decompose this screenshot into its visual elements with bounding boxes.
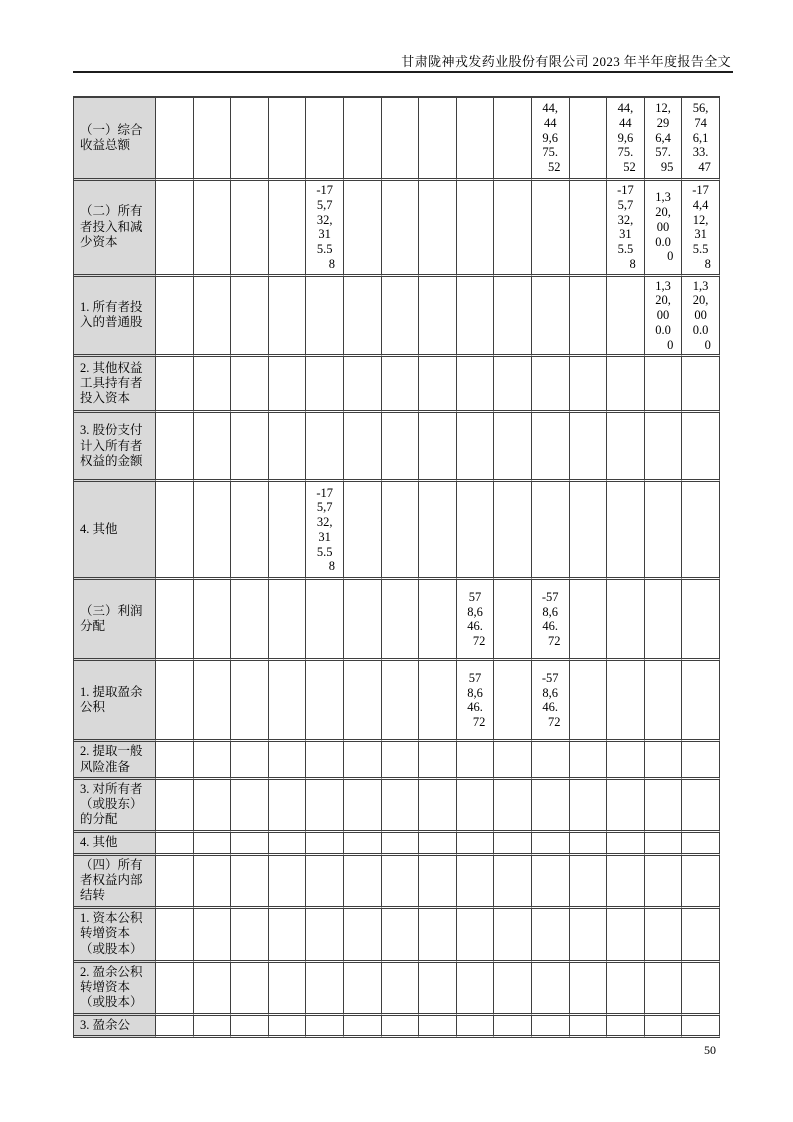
value-cell <box>231 963 269 1016</box>
value-cell <box>344 181 382 277</box>
value-cell <box>344 98 382 181</box>
value-cell: 1,320,000.00 <box>682 277 720 358</box>
value-cell: 44,449,675.52 <box>532 98 570 181</box>
value-cell <box>156 482 194 580</box>
value-cell <box>344 856 382 909</box>
value-cell <box>532 963 570 1016</box>
value-cell <box>344 482 382 580</box>
value-cell <box>269 277 307 358</box>
table-row <box>74 181 720 277</box>
value-cell <box>607 1016 645 1038</box>
value-cell <box>419 580 457 661</box>
value-cell <box>344 661 382 742</box>
value-cell <box>645 357 683 413</box>
value-cell <box>532 856 570 909</box>
value-cell <box>231 357 269 413</box>
table-row <box>74 1016 720 1038</box>
value-cell <box>682 482 720 580</box>
value-cell <box>194 98 232 181</box>
value-cell <box>156 963 194 1016</box>
value-cell <box>419 661 457 742</box>
value-cell <box>194 413 232 482</box>
value-cell <box>682 963 720 1016</box>
value-cell <box>532 357 570 413</box>
value-cell <box>419 909 457 963</box>
value-cell <box>231 909 269 963</box>
value-cell <box>382 482 420 580</box>
value-cell <box>682 742 720 780</box>
value-cell <box>645 963 683 1016</box>
value-cell <box>419 98 457 181</box>
value-cell <box>682 833 720 856</box>
row-label-cell: 2. 提取一般风险准备 <box>74 742 156 780</box>
value-cell <box>570 98 608 181</box>
value-cell <box>682 1016 720 1038</box>
value-cell: 578,646.72 <box>457 580 495 661</box>
table-row <box>74 98 720 181</box>
row-label-cell: 3. 对所有者（或股东）的分配 <box>74 780 156 833</box>
value-cell <box>570 580 608 661</box>
value-cell <box>607 963 645 1016</box>
value-cell: -578,646.72 <box>532 580 570 661</box>
value-cell <box>156 856 194 909</box>
value-cell <box>156 780 194 833</box>
value-cell <box>269 482 307 580</box>
value-cell <box>156 98 194 181</box>
value-cell <box>269 357 307 413</box>
value-cell <box>457 277 495 358</box>
value-cell <box>494 856 532 909</box>
value-cell <box>682 580 720 661</box>
value-cell <box>344 277 382 358</box>
value-cell <box>194 780 232 833</box>
value-cell <box>156 357 194 413</box>
value-cell <box>419 413 457 482</box>
value-cell <box>494 277 532 358</box>
value-cell <box>494 909 532 963</box>
value-cell <box>457 856 495 909</box>
value-cell <box>382 742 420 780</box>
value-cell <box>419 833 457 856</box>
value-cell <box>156 181 194 277</box>
value-cell <box>494 98 532 181</box>
value-cell <box>194 181 232 277</box>
value-cell <box>682 661 720 742</box>
value-cell <box>306 909 344 963</box>
value-cell <box>306 1016 344 1038</box>
value-cell <box>344 357 382 413</box>
table-row <box>74 909 720 963</box>
value-cell <box>231 482 269 580</box>
value-cell <box>682 856 720 909</box>
value-cell <box>344 833 382 856</box>
value-cell <box>457 909 495 963</box>
value-cell <box>156 742 194 780</box>
value-cell <box>269 833 307 856</box>
value-cell <box>306 98 344 181</box>
value-cell <box>269 1016 307 1038</box>
value-cell <box>382 833 420 856</box>
value-cell <box>645 661 683 742</box>
value-cell <box>457 963 495 1016</box>
value-cell <box>532 1016 570 1038</box>
value-cell <box>532 909 570 963</box>
row-label-cell: （二）所有者投入和减少资本 <box>74 181 156 277</box>
value-cell <box>570 357 608 413</box>
value-cell: -175,732,315.58 <box>306 181 344 277</box>
value-cell <box>494 661 532 742</box>
value-cell <box>570 661 608 742</box>
value-cell <box>231 277 269 358</box>
value-cell <box>382 413 420 482</box>
value-cell <box>645 413 683 482</box>
value-cell: 1,320,000.00 <box>645 277 683 358</box>
table-row <box>74 413 720 482</box>
value-cell <box>269 580 307 661</box>
row-label-cell: （三）利润分配 <box>74 580 156 661</box>
value-cell <box>645 909 683 963</box>
value-cell <box>306 780 344 833</box>
value-cell <box>194 909 232 963</box>
value-cell <box>457 482 495 580</box>
value-cell <box>382 963 420 1016</box>
value-cell <box>457 357 495 413</box>
table-row <box>74 856 720 909</box>
value-cell <box>344 742 382 780</box>
value-cell <box>494 482 532 580</box>
row-label-cell: 4. 其他 <box>74 833 156 856</box>
value-cell <box>156 580 194 661</box>
value-cell <box>269 742 307 780</box>
value-cell <box>532 181 570 277</box>
value-cell <box>269 909 307 963</box>
value-cell <box>607 780 645 833</box>
value-cell <box>306 963 344 1016</box>
value-cell <box>194 1016 232 1038</box>
value-cell: -175,732,315.58 <box>607 181 645 277</box>
table-row <box>74 661 720 742</box>
row-label-cell: 1. 所有者投入的普通股 <box>74 277 156 358</box>
value-cell <box>194 357 232 413</box>
value-cell <box>306 413 344 482</box>
value-cell <box>382 661 420 742</box>
row-label-cell: 1. 资本公积转增资本（或股本） <box>74 909 156 963</box>
header-rule <box>73 71 733 73</box>
value-cell <box>645 580 683 661</box>
value-cell: -174,412,315.58 <box>682 181 720 277</box>
value-cell <box>382 909 420 963</box>
value-cell <box>682 357 720 413</box>
value-cell <box>306 833 344 856</box>
table-row <box>74 742 720 780</box>
value-cell <box>570 482 608 580</box>
value-cell <box>570 181 608 277</box>
value-cell <box>607 909 645 963</box>
row-label-cell: （四）所有者权益内部结转 <box>74 856 156 909</box>
value-cell <box>419 963 457 1016</box>
value-cell: -578,646.72 <box>532 661 570 742</box>
value-cell <box>269 181 307 277</box>
value-cell: 1,320,000.00 <box>645 181 683 277</box>
value-cell <box>269 856 307 909</box>
value-cell <box>231 1016 269 1038</box>
value-cell <box>382 856 420 909</box>
row-label-cell: 3. 盈余公 <box>74 1016 156 1038</box>
value-cell <box>494 742 532 780</box>
value-cell <box>156 413 194 482</box>
value-cell <box>419 482 457 580</box>
value-cell: 44,449,675.52 <box>607 98 645 181</box>
value-cell <box>194 277 232 358</box>
value-cell <box>570 963 608 1016</box>
value-cell <box>306 580 344 661</box>
value-cell <box>494 357 532 413</box>
value-cell <box>382 580 420 661</box>
value-cell <box>645 742 683 780</box>
value-cell <box>457 780 495 833</box>
value-cell <box>532 833 570 856</box>
value-cell <box>494 1016 532 1038</box>
value-cell <box>194 742 232 780</box>
value-cell <box>607 833 645 856</box>
value-cell <box>306 856 344 909</box>
value-cell <box>419 856 457 909</box>
row-label-cell: 2. 其他权益工具持有者投入资本 <box>74 357 156 413</box>
table-row <box>74 963 720 1016</box>
value-cell <box>457 742 495 780</box>
value-cell <box>607 482 645 580</box>
page-number: 50 <box>704 1043 716 1057</box>
value-cell <box>494 580 532 661</box>
value-cell <box>570 780 608 833</box>
value-cell <box>306 277 344 358</box>
equity-change-table <box>73 96 720 1038</box>
value-cell <box>494 413 532 482</box>
table-row <box>74 357 720 413</box>
table-row <box>74 277 720 358</box>
value-cell <box>156 661 194 742</box>
value-cell <box>532 482 570 580</box>
value-cell <box>306 742 344 780</box>
value-cell <box>457 98 495 181</box>
value-cell <box>269 780 307 833</box>
value-cell <box>231 181 269 277</box>
value-cell <box>570 909 608 963</box>
value-cell <box>231 856 269 909</box>
value-cell <box>156 833 194 856</box>
value-cell <box>231 580 269 661</box>
value-cell <box>457 181 495 277</box>
value-cell <box>194 661 232 742</box>
value-cell <box>607 357 645 413</box>
value-cell <box>494 833 532 856</box>
value-cell <box>570 413 608 482</box>
value-cell <box>344 780 382 833</box>
value-cell <box>194 482 232 580</box>
value-cell <box>494 963 532 1016</box>
value-cell <box>607 661 645 742</box>
value-cell <box>156 909 194 963</box>
value-cell <box>645 780 683 833</box>
value-cell <box>344 909 382 963</box>
value-cell <box>382 277 420 358</box>
value-cell <box>194 963 232 1016</box>
table-row <box>74 780 720 833</box>
value-cell: 578,646.72 <box>457 661 495 742</box>
value-cell: -175,732,315.58 <box>306 482 344 580</box>
value-cell <box>457 413 495 482</box>
row-label-cell: 1. 提取盈余公积 <box>74 661 156 742</box>
value-cell <box>231 413 269 482</box>
value-cell <box>269 98 307 181</box>
value-cell <box>570 1016 608 1038</box>
value-cell <box>570 742 608 780</box>
row-label-cell: （一）综合收益总额 <box>74 98 156 181</box>
value-cell <box>532 277 570 358</box>
value-cell <box>607 277 645 358</box>
value-cell <box>231 833 269 856</box>
value-cell <box>382 98 420 181</box>
row-label-cell: 2. 盈余公积转增资本（或股本） <box>74 963 156 1016</box>
value-cell <box>156 1016 194 1038</box>
row-label-cell: 3. 股份支付计入所有者权益的金额 <box>74 413 156 482</box>
report-header-title: 甘肃陇神戎发药业股份有限公司 2023 年半年度报告全文 <box>401 54 731 69</box>
value-cell <box>306 661 344 742</box>
value-cell <box>382 780 420 833</box>
value-cell <box>269 413 307 482</box>
value-cell <box>645 482 683 580</box>
value-cell <box>570 856 608 909</box>
value-cell <box>156 277 194 358</box>
row-label-cell: 4. 其他 <box>74 482 156 580</box>
value-cell <box>457 1016 495 1038</box>
table-row <box>74 580 720 661</box>
value-cell <box>231 661 269 742</box>
value-cell <box>532 780 570 833</box>
value-cell <box>494 780 532 833</box>
value-cell <box>645 856 683 909</box>
value-cell <box>607 413 645 482</box>
value-cell <box>194 833 232 856</box>
value-cell <box>419 357 457 413</box>
value-cell <box>645 1016 683 1038</box>
value-cell <box>682 780 720 833</box>
table-row <box>74 482 720 580</box>
value-cell <box>419 1016 457 1038</box>
value-cell <box>194 856 232 909</box>
value-cell <box>607 856 645 909</box>
value-cell <box>494 181 532 277</box>
value-cell <box>344 963 382 1016</box>
value-cell <box>231 742 269 780</box>
value-cell <box>419 181 457 277</box>
value-cell <box>570 277 608 358</box>
value-cell <box>194 580 232 661</box>
table-row <box>74 833 720 856</box>
value-cell <box>382 357 420 413</box>
value-cell <box>682 909 720 963</box>
value-cell <box>570 833 608 856</box>
value-cell: 56,746,133.47 <box>682 98 720 181</box>
table-body <box>74 98 720 1038</box>
value-cell <box>231 780 269 833</box>
value-cell <box>419 277 457 358</box>
value-cell <box>306 357 344 413</box>
value-cell <box>344 1016 382 1038</box>
value-cell <box>607 742 645 780</box>
value-cell <box>457 833 495 856</box>
value-cell <box>344 413 382 482</box>
value-cell <box>382 1016 420 1038</box>
value-cell <box>682 413 720 482</box>
value-cell <box>231 98 269 181</box>
value-cell <box>344 580 382 661</box>
value-cell <box>419 742 457 780</box>
value-cell <box>645 833 683 856</box>
value-cell <box>269 661 307 742</box>
value-cell: 12,296,457.95 <box>645 98 683 181</box>
value-cell <box>269 963 307 1016</box>
value-cell <box>419 780 457 833</box>
value-cell <box>532 413 570 482</box>
value-cell <box>607 580 645 661</box>
value-cell <box>532 742 570 780</box>
value-cell <box>382 181 420 277</box>
